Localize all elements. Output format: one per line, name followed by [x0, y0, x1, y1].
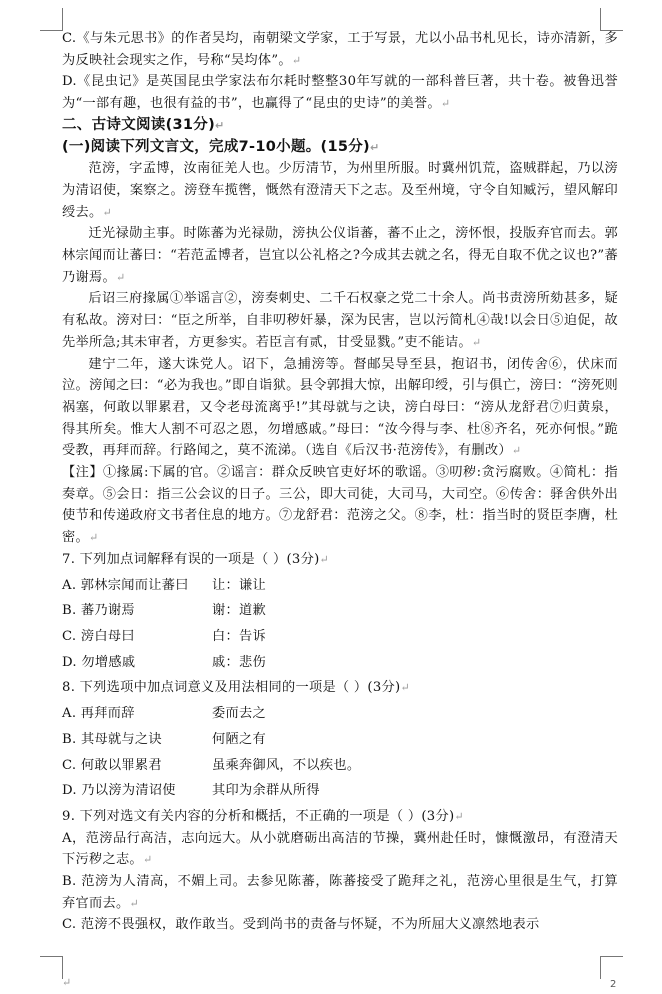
crop-mark-top-left	[40, 8, 63, 31]
question-9-option-b: B. 范滂为人清高，不媚上司。去参见陈蕃，陈蕃接受了跪拜之礼，范滂心里很是生气，打算弃官而去。↵	[62, 874, 618, 911]
question-7-option-b: B. 蕃乃谢焉 谢：道歉	[62, 603, 266, 619]
question-7-option-a: A. 郭林宗闻而让蕃曰 让：谦让	[62, 577, 266, 593]
question-8-option-a: A. 再拜而辞 委而去之	[62, 706, 266, 722]
question-7-option-d: D. 勿增感戚 戚：悲伤	[62, 654, 266, 670]
option-c-paragraph: C.《与朱元思书》的作者吴均，南朝梁文学家，工于写景，尤以小品书札见长，诗亦清新，多为反映社会现实之作，号称“吴均体”。↵	[62, 31, 618, 68]
page-content	[62, 28, 618, 936]
section-heading: 二、古诗文阅读(31分)↵	[62, 116, 225, 133]
question-9-stem: 9. 下列对选文有关内容的分析和概括，不正确的一项是（ ）(3分)↵	[62, 808, 464, 824]
paragraph-mark: ↵	[62, 976, 72, 989]
question-7-option-c: C. 滂白母曰 白：告诉	[62, 628, 266, 644]
question-8-option-b: B. 其母就与之诀 何陋之有	[62, 731, 266, 747]
page-number: 2	[610, 979, 617, 990]
question-9-option-a: A，范滂品行高洁，志向远大。从小就磨砺出高洁的节操，冀州赴任时，慷慨激昂，有澄清天下污秽之志。↵	[62, 830, 618, 868]
passage-paragraph-4: 建宁二年，遂大诛党人。诏下，急捕滂等。督邮吴导至县，抱诏书，闭传舍⑥，伏床而泣。滂闻之曰：“必为我也。”即自诣狱。县令郭揖大惊，出解印绶，引与俱亡，滂曰：“滂死则祸塞，何敢以罪累君，又令老母流离乎!”其母就与之诀，滂白母曰：“滂从龙舒君⑦归黄泉，得其所矣。惟大人割不可忍之恩，勿增感戚。”母曰：“汝今得与李、杜⑧齐名，死亦何恨。”跪受教，再拜而辞。行路闻之，莫不流涕。（选自《后汉书·范滂传》，有删改）↵	[62, 356, 618, 459]
subsection-heading: (一)阅读下列文言文，完成7-10小题。(15分)↵	[62, 138, 380, 155]
question-9-option-c: C. 范滂不畏强权，敢作敢当。受到尚书的责备与怀疑，不为所屈大义凛然地表示	[62, 917, 540, 933]
passage-paragraph-2: 迁光禄勋主事。时陈蕃为光禄勋，滂执公仪诣蕃，蕃不止之，滂怀恨，投版弃官而去。郭林宗闻而让蕃曰：“若范孟博者，岂宜以公礼格之?今成其去就之名，得无自取不优之议也?”蕃乃谢焉。↵	[62, 226, 618, 285]
question-7-stem: 7. 下列加点词解释有误的一项是（ ）(3分)↵	[62, 551, 330, 567]
passage-paragraph-1: 范滂，字孟博，汝南征羌人也。少厉清节，为州里所服。时冀州饥荒，盗贼群起，乃以滂为清诏使，案察之。滂登车揽辔，慨然有澄清天下之志。及至州境，守令自知臧污，望风解印绶去。↵	[62, 161, 618, 220]
passage-paragraph-3: 后诏三府掾属①举谣言②，滂奏刺史、二千石权豪之党二十余人。尚书责滂所劾甚多，疑有私故。滂对曰：“臣之所举，自非叨秽奸暴，深为民害，岂以污简札④哉!以会日⑤迫促，故先举所急;其未审者，方更参实。若臣言有贰，甘受显戮。”吏不能诘。↵	[62, 291, 618, 350]
question-8-option-c: C. 何敢以罪累君 虽乘奔御风，不以疾也。	[62, 757, 361, 773]
annotation-note: 【注】①掾属:下属的官。②谣言：群众反映官吏好坏的歌谣。③叨秽:贪污腐败。④简札：指奏章。⑤会日：指三公会议的日子。三公，即大司徒，大司马，大司空。⑥传舍：驿舍供外出使节和传递政府文书者住息的地方。⑦龙舒君：范滂之父。⑧李，杜：指当时的贤臣李膺，杜密。↵	[62, 465, 618, 546]
crop-mark-bottom-left	[40, 956, 63, 979]
question-8-stem: 8. 下列选项中加点词意义及用法相同的一项是（ ）(3分)↵	[62, 680, 411, 696]
question-8-option-d: D. 乃以滂为清诏使 其印为余群从所得	[62, 783, 320, 799]
crop-mark-bottom-right	[600, 956, 623, 979]
option-d-paragraph: D.《昆虫记》是英国昆虫学家法布尔耗时整整30年写就的一部科普巨著，共十卷。被鲁迅誉为“一部有趣，也很有益的书”，也赢得了“昆虫的史诗”的美誉。↵	[62, 74, 618, 112]
